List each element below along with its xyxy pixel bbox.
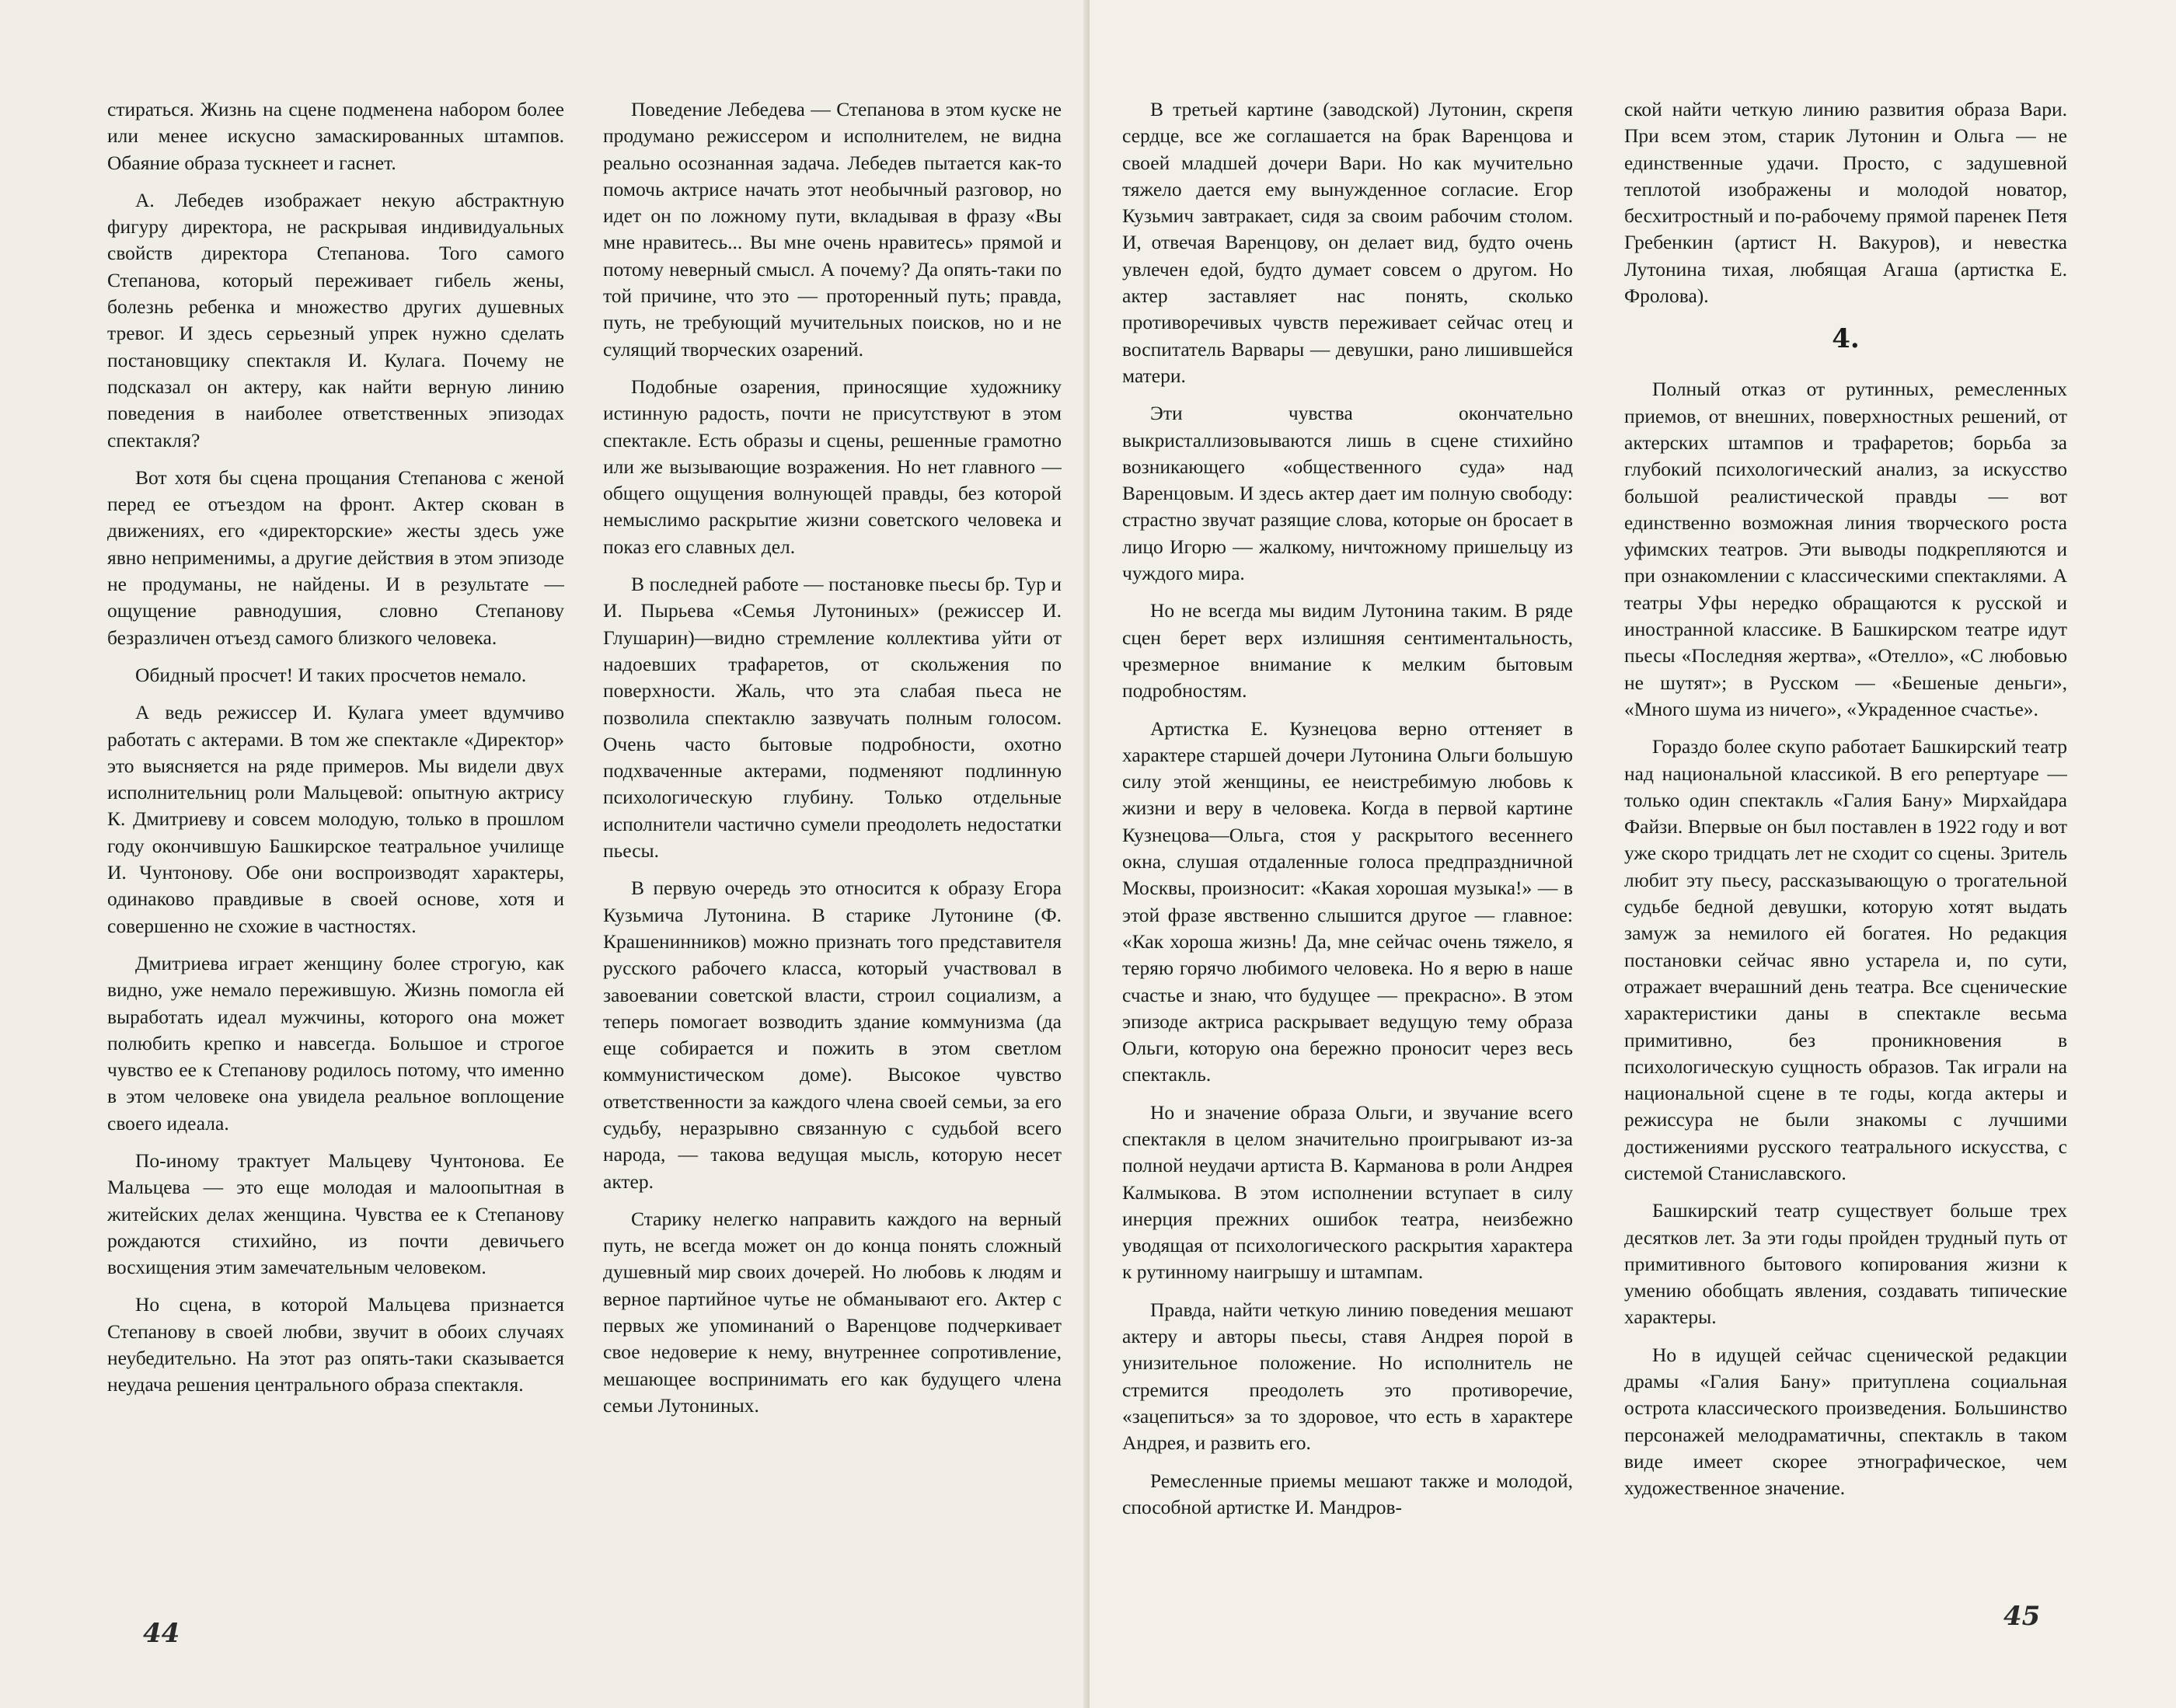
paragraph: Поведение Лебедева — Степанова в этом куске не продумано режиссером и исполнителем, не видна реально осознанная задача. Лебедев пытается как-то помочь актрисе начать этот необычный разговор, но идет он по ложному пути, вкладывая в фразу «Вы мне нравитесь... Вы мне очень нравитесь» прямой и потому неверный смысл. А почему? Да опять-таки по той причине, что это — проторенный путь; правда, путь, не требующий мучительных поисков, но и не сулящий творческих озарений. <box>603 98 1062 361</box>
paragraph: А ведь режиссер И. Кулага умеет вдумчиво работать с актерами. В том же спектакле «Директор» это выясняется на ряде примеров. Мы видели двух исполнительниц роли Мальцевой: опытную актрису К. Дмитриеву и совсем молодую, только в прошлом году окончившую Башкирское театральное училище И. Чунтонову. Обе они воспроизводят характеры, одинаково правдивые в своей основе, хотя и совершенно не схожие в частностях. <box>107 701 564 937</box>
paragraph: Башкирский театр существует больше трех десятков лет. За эти годы пройден трудный путь от примитивного бытового копирования жизни к умению обобщать явления, создавать типические характеры. <box>1624 1199 2067 1329</box>
paragraph: Полный отказ от рутинных, ремесленных приемов, от внешних, поверхностных решений, от актерских штампов и трафаретов; борьба за глубокий психологический анализ, за искусство большой реалистической правды — вот единственно возможная линия творческого роста уфимских театров. Эти выводы подкрепляются и при ознакомлении с классическими спектаклями. А театры Уфы нередко обращаются к русской и иностранной классике. В Башкирском театре идут пьесы «Последняя жертва», «Отелло», «С любовью не шутят»; в Русском — «Бешеные деньги», «Много шума из ничего», «Украденное счастье». <box>1624 378 2067 720</box>
paragraph: Вот хотя бы сцена прощания Степанова с женой перед ее отъездом на фронт. Актер скован в движениях, его «директорские» жесты здесь уже явно неприменимы, а другие действия в этом эпизоде не продуманы, не найдены. И в результате — ощущение равнодушия, словно Степанову безразличен отъезд самого близкого человека. <box>107 465 564 649</box>
paragraph: стираться. Жизнь на сцене подменена набором более или менее искусно замаскированных штампов. Обаяние образа тускнеет и гаснет. <box>107 98 564 174</box>
right-page-column-1 <box>1122 96 1573 1619</box>
paragraph: По-иному трактует Мальцеву Чунтонова. Ее Мальцева — это еще молодая и малоопытная в житейских делах женщина. Чувства ее к Степанову рождаются стихийно, из почти девичьего восхищения этим замечательным человеком. <box>107 1149 564 1279</box>
paragraph: Но сцена, в которой Мальцева признается Степанову в своей любви, звучит в обоих случаях неубедительно. На этот раз опять-таки сказывается неудача решения центрального образа спектакля. <box>107 1293 564 1396</box>
paragraph: Обидный просчет! И таких просчетов немало. <box>135 663 527 686</box>
paragraph: Ремесленные приемы мешают также и молодой, способной артистке И. Мандров- <box>1122 1469 1573 1518</box>
right-page-column-2 <box>1624 96 2067 1588</box>
section-number: 4. <box>1832 323 1860 355</box>
paragraph: Старику нелегко направить каждого на верный путь, не всегда может он до конца понять сложный душевный мир своих дочерей. Но любовь к людям и верное партийное чутье не обманывают его. Актер с первых же упоминаний о Варенцове подчеркивает свое недоверие к нему, внутреннее сопротивление, мешающее воспринимать его как будущего члена семьи Лутониных. <box>603 1207 1062 1417</box>
paragraph: Дмитриева играет женщину более строгую, как видно, уже немало пережившую. Жизнь помогла ей выработать идеал мужчины, которого она может полюбить крепко и навсегда. Большое и строгое чувство ее к Степанову родилось потому, что именно в этом человеке она увидела реальное воплощение своего идеала. <box>107 951 564 1135</box>
paragraph: Эти чувства окончательно выкристаллизовываются лишь в сцене стихийно возникающего «общественного суда» над Варенцовым. И здесь актер дает им полную свободу: страстно звучат разящие слова, которые он бросает в лицо Игорю — жалкому, ничтожному пришельцу из чуждого мира. <box>1122 402 1573 585</box>
paragraph: Подобные озарения, приносящие художнику истинную радость, почти не присутствуют в этом спектакле. Есть образы и сцены, решенные грамотно или же вызывающие возражения. Но нет главного — общего ощущения волнующей правды, без которой немыслимо раскрытие жизни советского человека и показ его славных дел. <box>603 375 1062 558</box>
page-number-right: 45 <box>2003 1601 2041 1632</box>
left-page-column-2 <box>603 96 1062 1604</box>
paragraph: Но и значение образа Ольги, и звучание всего спектакля в целом значительно проигрывают из-за полной неудачи артиста В. Карманова в роли Андрея Калмыкова. В этом исполнении вступает в силу инерция прежних ошибок театра, неизбежно уводящая от психологического раскрытия характера к рутинному наигрышу и штампам. <box>1122 1100 1573 1284</box>
paragraph: А. Лебедев изображает некую абстрактную фигуру директора, не раскрывая индивидуальных свойств директора Степанова. Того самого Степанова, который переживает гибель жены, болезнь ребенка и множество других душевных тревог. И здесь серьезный упрек нужно сделать постановщику спектакля И. Кулага. Почему не подсказал он актеру, как найти верную линию поведения в наиболее ответственных эпизодах спектакля? <box>107 188 564 451</box>
paragraph: Правда, найти четкую линию поведения мешают актеру и авторы пьесы, ставя Андрея порой в унизительное положение. Но исполнитель не стремится преодолеть это противоречие, «зацепиться» за то здоровое, что есть в характере Андрея, и развить его. <box>1122 1298 1573 1455</box>
paragraph: Артистка Е. Кузнецова верно оттеняет в характере старшей дочери Лутонина Ольги большую силу этой женщины, ее неистребимую любовь к жизни и веру в человека. Когда в первой картине Кузнецова—Ольга, стоя у раскрытого весеннего окна, слушая отдаленные голоса предпраздничной Москвы, произносит: «Какая хорошая музыка!» — в этой фразе явственно слышится другое — главное: «Как хороша жизнь! Да, мне сейчас очень тяжело, я теряю горячо любимого человека. Но я верю в наше счастье и знаю, что будущее — прекрасно». В этом эпизоде актриса раскрывает ведущую тему образа Ольги, которую она бережно проносит через весь спектакль. <box>1122 716 1573 1086</box>
paragraph: Но не всегда мы видим Лутонина таким. В ряде сцен берет верх излишняя сентиментальность, чрезмерное внимание к мелким бытовым подробностям. <box>1122 599 1573 702</box>
paragraph: В первую очередь это относится к образу Егора Кузьмича Лутонина. В старике Лутонине (Ф. Крашенинников) можно признать того представителя русского рабочего класса, который участвовал в завоевании советской власти, строил социализм, а теперь помогает возводить здание коммунизма (да еще собирается и пожить в этом светлом коммунистическом доме). Высокое чувство ответственности за каждого члена своей семьи, за его судьбу, неразрывно связанную с судьбой всего народа, — такова ведущая мысль, которую несет актер. <box>603 877 1062 1193</box>
paragraph: В последней работе — постановке пьесы бр. Тур и И. Пырьева «Семья Лутониных» (режиссер И. Глушарин)—видно стремление коллектива уйти от надоевших трафаретов, от скольжения по поверхности. Жаль, что эта слабая пьеса не позволила спектаклю зазвучать полным голосом. Очень часто бытовые подробности, охотно подхваченные актерами, подменяют подлинную психологическую глубину. Только отдельные исполнители частично сумели преодолеть недостатки пьесы. <box>603 573 1062 863</box>
left-page <box>0 0 1086 1708</box>
right-page <box>1090 0 2176 1708</box>
left-page-column-1 <box>107 96 564 1604</box>
paragraph: ской найти четкую линию развития образа Вари. При всем этом, старик Лутонин и Ольга — не единственные удачи. Просто, с задушевной теплотой изображены и молодой новатор, бесхитростный и по-рабочему прямой паренек Петя Гребенкин (артист Н. Вакуров), и невестка Лутонина тихая, любящая Агаша (артистка Е. Фролова). <box>1624 98 2067 308</box>
paragraph: Гораздо более скупо работает Башкирский театр над национальной классикой. В его репертуаре — только один спектакль «Галия Бану» Мирхайдара Файзи. Впервые он был поставлен в 1922 году и вот уже скоро тридцать лет не сходит со сцены. Зритель любит эту пьесу, рассказывающую о трогательной судьбе бедной девушки, которую хотят выдать замуж за немилого ей богатея. Но редакция постановки сейчас явно устарела и, по сути, отражает вчерашний день театра. Все сценические характеристики даны в спектакле весьма примитивно, без проникновения в психологическую сущность образов. Так играли на национальной сцене в те годы, когда актеры и режиссура не были знакомы с лучшими достижениями русского театрального искусства, с системой Станиславского. <box>1624 735 2067 1184</box>
page-number-left: 44 <box>143 1618 180 1649</box>
paragraph: Но в идущей сейчас сценической редакции драмы «Галия Бану» притуплена социальная острота классического произведения. Большинство персонажей мелодраматичны, спектакль в таком виде имеет скорее этнографическое, чем художественное значение. <box>1624 1343 2067 1500</box>
paragraph: В третьей картине (заводской) Лутонин, скрепя сердце, все же соглашается на брак Варенцова и своей младшей дочери Вари. Но как мучительно тяжело дается ему вынужденное согласие. Егор Кузьмич завтракает, сидя за своим рабочим столом. И, отвечая Варенцову, он делает вид, будто очень увлечен едой, будто думает совсем о другом. Но актер заставляет нас понять, сколько противоречивых чувств переживает сейчас отец и воспитатель Варвары — девушки, рано лишившейся матери. <box>1122 98 1573 387</box>
